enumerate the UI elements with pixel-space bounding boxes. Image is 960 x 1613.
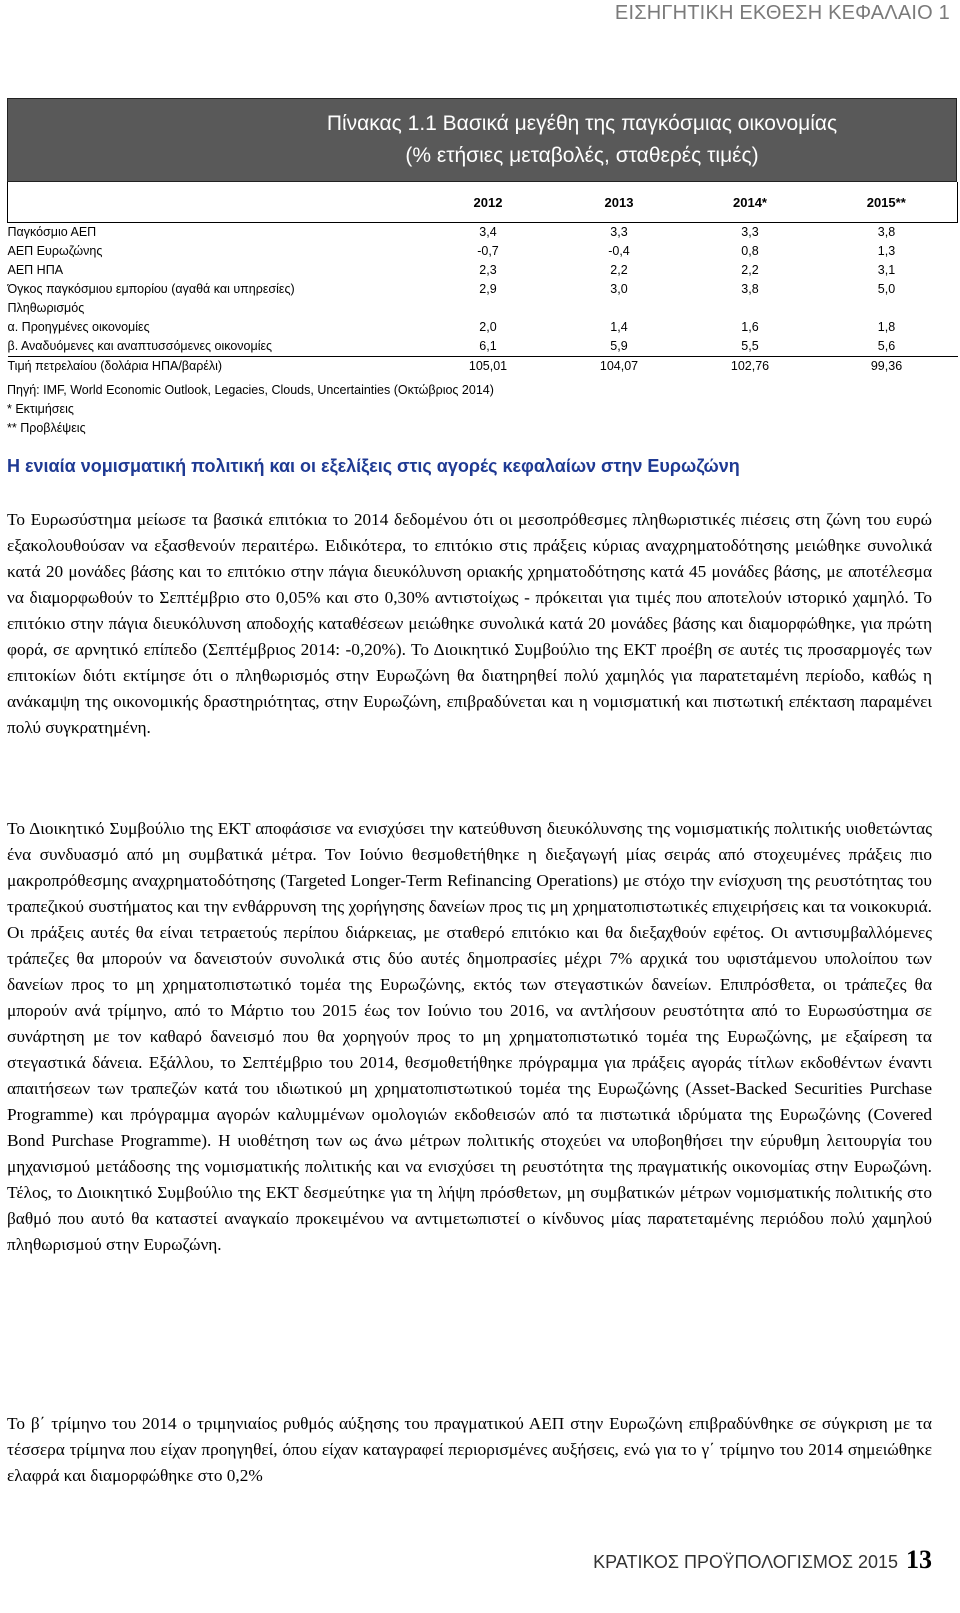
table-header-row <box>8 182 958 223</box>
cell: 99,36 <box>816 357 958 377</box>
cell: 2,0 <box>479 320 497 334</box>
cell: 1,4 <box>610 320 628 334</box>
table-row <box>8 299 958 318</box>
paragraph: Το β΄ τρίμηνο του 2014 ο τριμηνιαίος ρυθμός αύξησης του πραγματικού ΑΕΠ στην Ευρωζώνη επιβραδύνθηκε σε σύγκριση με τα τέσσερα τρίμηνα που είχαν προηγηθεί, όπου είχαν καταγραφεί περιορισμένες αυξήσεις, ενώ για το γ΄ τρίμηνο του 2014 σημειώθηκε ελαφρά και διαμορφώθηκε στο 0,2% <box>7 1414 932 1485</box>
page-number: 13 <box>906 1545 932 1574</box>
row-label: Παγκόσμιο ΑΕΠ <box>7 225 97 239</box>
cell: 3,3 <box>741 225 759 239</box>
cell <box>816 299 958 318</box>
table-row <box>8 242 958 261</box>
cell: 2,2 <box>610 263 628 277</box>
row-label: β. Αναδυόμενες και αναπτυσσόμενες οικονομίες <box>7 339 273 353</box>
column-header: 2015** <box>816 182 958 223</box>
cell: 104,07 <box>554 357 685 377</box>
section-title: Η ενιαία νομισματική πολιτική και οι εξελίξεις στις αγορές κεφαλαίων στην Ευρωζώνη <box>7 456 740 476</box>
cell: 3,8 <box>741 282 759 296</box>
header-blank <box>8 182 423 223</box>
cell: 3,3 <box>610 225 628 239</box>
table-row <box>8 223 958 243</box>
table-notes <box>7 381 494 438</box>
cell: 2,3 <box>479 263 497 277</box>
table-title-line2: (% ετήσιες μεταβολές, σταθερές τιμές) <box>405 144 759 167</box>
page-footer <box>593 1545 932 1575</box>
row-label: ΑΕΠ ΗΠΑ <box>7 263 64 277</box>
cell <box>423 299 554 318</box>
cell: 5,9 <box>610 339 628 353</box>
row-label: ΑΕΠ Ευρωζώνης <box>7 244 103 258</box>
cell: 5,6 <box>877 339 896 353</box>
cell: 1,8 <box>877 320 896 334</box>
cell: 5,0 <box>877 282 896 296</box>
row-label: Πληθωρισμός <box>7 301 85 315</box>
row-label: α. Προηγμένες οικονομίες <box>7 320 150 334</box>
cell: 3,0 <box>610 282 628 296</box>
table-row <box>8 318 958 337</box>
paragraph: Το Ευρωσύστημα μείωσε τα βασικά επιτόκια το 2014 δεδομένου ότι οι μεσοπρόθεσμες πληθωριστικές πιέσεις στη ζώνη του ευρώ εξακολουθούσαν να εξασθενούν περαιτέρω. Ειδικότερα, το επιτόκιο στις πράξεις κύριας αναχρηματοδότησης μειώθηκε συνολικά κατά 20 μονάδες βάσης και το επιτόκιο στην πάγια διευκόλυνση οριακής χρηματοδότησης κατά 45 μονάδες βάσης, με αποτέλεσμα να διαμορφωθούν το Σεπτέμβριο στο 0,05% και στο 0,30% αντιστοίχως - πρόκειται για τιμές που αποτελούν ιστορικό χαμηλό. Το επιτόκιο στην πάγια διευκόλυνση αποδοχής καταθέσεων μειώθηκε συνολικά κατά 20 μονάδες βάσης και διαμορφώθηκε, για πρώτη φορά, σε αρνητικό επίπεδο (Σεπτέμβριος 2014: -0,20%). Το Διοικητικό Συμβούλιο της ΕΚΤ προέβη σε αυτές τις προσαρμογές των επιτοκίων διότι εκτίμησε ότι ο πληθωρισμός στην Ευρωζώνη θα διατηρηθεί πολύ χαμηλός για παρατεταμένη περίοδο, καθώς η ανάκαμψη της οικονομικής δραστηριότητας, στην Ευρωζώνη, επιβραδύνεται και η νομισματική και πιστωτική επέκταση παραμένει πολύ συγκρατημένη. <box>7 510 932 737</box>
table-row <box>8 280 958 299</box>
cell <box>554 299 685 318</box>
table-source: Πηγή: IMF, World Economic Outlook, Legacies, Clouds, Uncertainties (Οκτώβριος 2014) <box>7 383 494 397</box>
cell: 3,4 <box>479 225 497 239</box>
cell: 3,8 <box>877 225 896 239</box>
cell: 102,76 <box>685 357 816 377</box>
cell: 105,01 <box>423 357 554 377</box>
cell: 5,5 <box>741 339 759 353</box>
footer-text: ΚΡΑΤΙΚΟΣ ΠΡΟΫΠΟΛΟΓΙΣΜΟΣ 2015 <box>593 1552 898 1572</box>
cell: -0,4 <box>608 244 630 258</box>
cell: 1,3 <box>877 244 896 258</box>
data-table <box>7 182 958 376</box>
cell: 3,1 <box>877 263 896 277</box>
running-header: ΕΙΣΗΓΗΤΙΚΗ ΕΚΘΕΣΗ ΚΕΦΑΛΑΙΟ 1 <box>614 2 950 24</box>
paragraph: Το Διοικητικό Συμβούλιο της ΕΚΤ αποφάσισε να ενισχύσει την κατεύθυνση διευκόλυνσης της νομισματικής πολιτικής υιοθετώντας ένα συνδυασμό από μη συμβατικά μέτρα. Τον Ιούνιο θεσμοθετήθηκε η διεξαγωγή μίας σειράς από στοχευμένες πράξεις πιο μακροπρόθεσμης αναχρηματοδότησης (Targeted Longer-Term Refinancing Operations) με στόχο την ενίσχυση της ρευστότητας του τραπεζικού συστήματος και την ενθάρρυνση της χορήγησης δανείων προς τις μη χρηματοπιστωτικές επιχειρήσεις και τα νοικοκυριά. Οι πράξεις αυτές θα είναι τετραετούς περίπου διάρκειας, με σταθερό επιτόκιο και θα διεξαχθούν εφέτος. Οι αντισυμβαλλόμενες τράπεζες θα μπορούν να δανειστούν συνολικά στις δύο αυτές δημοπρασίες μέχρι 7% αρχικά του υφιστάμενου υπολοίπου των δανείων προς το μη χρηματοπιστωτικό τομέα της Ευρωζώνης, εκτός των στεγαστικών δανείων. Επιπρόσθετα, οι τράπεζες θα μπορούν ανά τρίμηνο, από το Μάρτιο του 2015 έως τον Ιούνιο του 2016, να αντλήσουν ρευστότητα από το Ευρωσύστημα σε συνάρτηση με τον καθαρό δανεισμό που θα χορηγούν προς το μη χρηματοπιστωτικό τομέα της Ευρωζώνης, με εξαίρεση τα στεγαστικά δάνεια. Εξάλλου, το Σεπτέμβριο του 2014, θεσμοθετήθηκε πρόγραμμα για πράξεις αγοράς τίτλων εκδοθέντων έναντι απαιτήσεων των τραπεζών κατά του ιδιωτικού μη χρηματοπιστωτικού τομέα της Ευρωζώνης (Asset-Backed Securities Purchase Programme) και πρόγραμμα αγορών καλυμμένων ομολογιών εκδοθεισών από τα πιστωτικά ιδρύματα της Ευρωζώνης (Covered Bond Purchase Programme). Η υιοθέτηση των ως άνω μέτρων πολιτικής στοχεύει να υποβοηθήσει την εύρυθμη λειτουργία του μηχανισμού μετάδοσης της νομισματικής πολιτικής και να ενισχύσει τη ρευστότητα της πραγματικής οικονομίας στην Ευρωζώνη. Τέλος, το Διοικητικό Συμβούλιο της ΕΚΤ δεσμεύτηκε για τη λήψη πρόσθετων, μη συμβατικών μέτρων νομισματικής πολιτικής στο βαθμό που αυτό θα καταστεί αναγκαίο προκειμένου να αντιμετωπιστεί ο κίνδυνος μίας παρατεταμένης περιόδου πολύ χαμηλού πληθωρισμού στην Ευρωζώνη. <box>7 819 932 1254</box>
cell: 6,1 <box>479 339 497 353</box>
column-header: 2012 <box>423 182 554 223</box>
cell: 0,8 <box>741 244 759 258</box>
cell: 2,2 <box>741 263 759 277</box>
cell <box>685 299 816 318</box>
row-label: Όγκος παγκόσμιου εμπορίου (αγαθά και υπηρεσίες) <box>7 282 295 296</box>
table-container <box>7 98 957 376</box>
cell: 1,6 <box>741 320 759 334</box>
note-forecasts: ** Προβλέψεις <box>7 421 86 435</box>
cell: -0,7 <box>477 244 499 258</box>
table-title <box>7 98 957 182</box>
column-header: 2014* <box>685 182 816 223</box>
table-title-line1: Πίνακας 1.1 Βασικά μεγέθη της παγκόσμιας οικονομίας <box>326 112 838 135</box>
note-estimates: * Εκτιμήσεις <box>7 402 74 416</box>
table-row <box>8 357 958 377</box>
table-row <box>8 261 958 280</box>
column-header: 2013 <box>554 182 685 223</box>
row-label: Τιμή πετρελαίου (δολάρια ΗΠΑ/βαρέλι) <box>8 357 423 377</box>
cell: 2,9 <box>479 282 497 296</box>
table-row <box>8 337 958 357</box>
